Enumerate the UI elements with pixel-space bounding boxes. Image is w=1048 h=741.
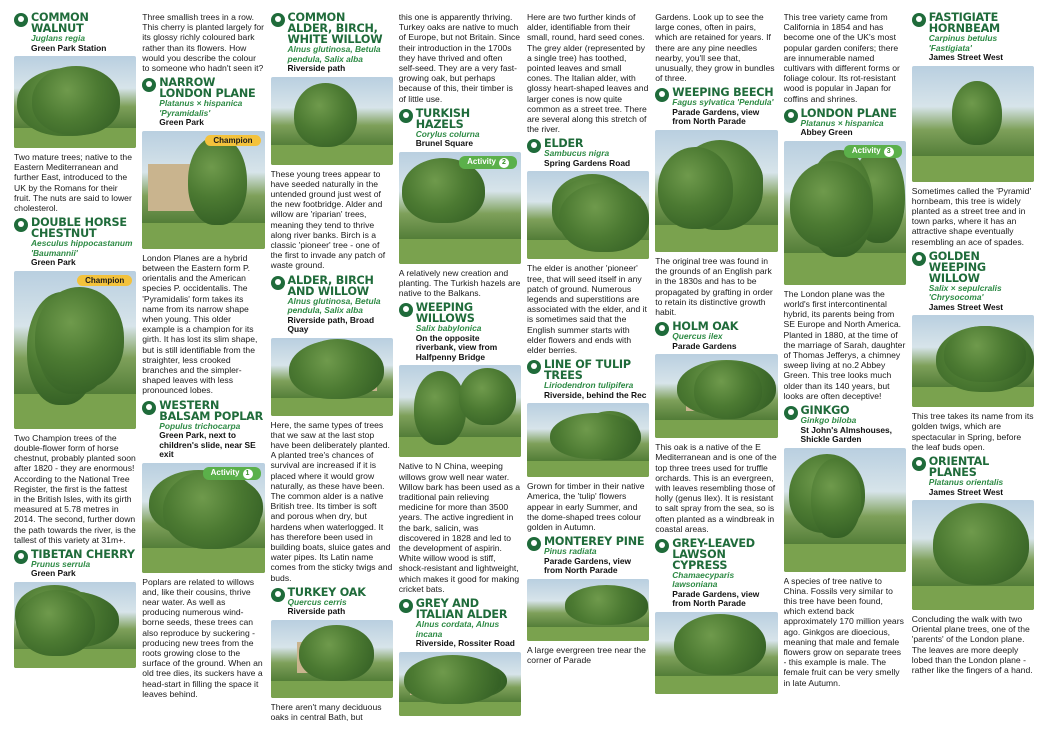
map-pin-icon bbox=[399, 109, 413, 123]
latin-name: Juglans regia bbox=[31, 33, 85, 43]
map-pin-icon bbox=[399, 599, 413, 613]
description-text: Here, the same types of trees that we saw at the last stop have been deliberately planted. A planted tree's chances of survival are increased if it is placed where it would grow naturally, as these have been. The common alder is a native British tree. Its timber is soft and porous when dry, but hardens when waterlogged. It has therefore been used in building boats, sluice gates and water pipes. Its Latin name comes from the sticky twigs and buds. bbox=[270, 419, 393, 583]
location: Riverside, Rossiter Road bbox=[415, 638, 515, 649]
entry-title-block bbox=[801, 108, 897, 138]
description-text: Grown for timber in their native America, the 'tulip' flowers appear in early Summer, and the dome-shaped trees colour golden in Autumn. bbox=[527, 481, 645, 533]
latin-name: Carpinus betulus 'Fastigiata' bbox=[928, 33, 998, 53]
grass bbox=[655, 676, 777, 694]
tree-entry bbox=[399, 598, 521, 716]
map-pin-icon bbox=[142, 401, 156, 415]
grass bbox=[784, 544, 906, 571]
tree-entry bbox=[655, 538, 777, 694]
tree-name: WEEPING BEECH bbox=[672, 86, 774, 100]
tree-name: ORIENTAL PLANES bbox=[928, 455, 989, 480]
map-pin-icon bbox=[784, 109, 798, 123]
location: Parade Gardens, view from North Parade bbox=[672, 106, 760, 127]
entry-header bbox=[399, 598, 521, 649]
tree-entry bbox=[527, 359, 649, 477]
description-text: This tree variety came from California in 1854 and has become one of the UK's most popular garden conifers; there are innumerable named cultivars with different forms or foliage colour. Its rot-resistant wood is popular in Japan for coffins and shrines. bbox=[783, 12, 900, 104]
grass bbox=[399, 239, 521, 264]
latin-name: Aesculus hippocastanum 'Baumannii' bbox=[31, 238, 133, 258]
description-text: Concluding the walk with two Oriental plane trees, one of the 'parents' of the London plane. The leaves are more deeply lobed than the London plane - rather like the fingers of a hand. bbox=[911, 614, 1033, 676]
tree-name: COMMON ALDER, BIRCH, WHITE WILLOW bbox=[287, 12, 383, 46]
tree-photo bbox=[655, 130, 777, 252]
column-8 bbox=[912, 12, 1040, 737]
entry-header bbox=[527, 536, 649, 576]
map-pin-icon bbox=[912, 457, 926, 471]
tree-canopy bbox=[404, 655, 502, 704]
column-3 bbox=[271, 12, 399, 737]
entry-header bbox=[784, 108, 906, 138]
tree-entry bbox=[14, 217, 136, 429]
tree-photo bbox=[14, 56, 136, 148]
tree-photo bbox=[14, 271, 136, 429]
entry-header bbox=[399, 302, 521, 362]
tree-entry bbox=[912, 12, 1034, 182]
tree-entry bbox=[912, 456, 1034, 610]
entry-header bbox=[527, 138, 649, 168]
entry-title-block bbox=[416, 108, 521, 149]
description-text: Three smallish trees in a row. This cherry is planted largely for its glossy richly coloured bark rather than its flowers. How would you describe the colour to someone who hadn't seen it? bbox=[142, 12, 265, 74]
latin-name: Prunus serrula bbox=[31, 558, 91, 569]
entry-header bbox=[271, 275, 393, 335]
latin-name: Alnus glutinosa, Betula pendula, Salix alba bbox=[287, 295, 381, 316]
description-text: There aren't many deciduous oaks in central Bath, but bbox=[270, 701, 382, 722]
entry-header bbox=[527, 359, 649, 400]
latin-name: Salix babylonica bbox=[415, 323, 482, 334]
tree-canopy bbox=[559, 183, 649, 252]
description-text: Sometimes called the 'Pyramid' hornbeam, this tree is widely planted as a street tree and in town parks, where it has an attractive shape eventually resembling an ace of spades. bbox=[911, 185, 1032, 247]
description-text: A large evergreen tree near the corner of Parade bbox=[527, 644, 646, 665]
grass bbox=[912, 586, 1034, 610]
activity-number: 2 bbox=[499, 158, 509, 168]
entry-header bbox=[912, 12, 1034, 63]
entry-header bbox=[142, 77, 264, 128]
tree-canopy bbox=[790, 161, 874, 248]
tree-photo bbox=[527, 171, 649, 259]
entry-header bbox=[912, 251, 1034, 313]
tree-name: FASTIGIATE HORNBEAM bbox=[928, 12, 1000, 35]
tree-canopy bbox=[952, 81, 1001, 145]
entry-title-block bbox=[801, 405, 906, 445]
activity-badge bbox=[203, 467, 261, 480]
grass bbox=[527, 627, 649, 641]
tree-name: ALDER, BIRCH AND WILLOW bbox=[287, 273, 374, 298]
tree-canopy bbox=[459, 368, 517, 425]
tree-canopy bbox=[294, 83, 357, 147]
tree-photo bbox=[527, 579, 649, 641]
activity-number: 3 bbox=[884, 147, 894, 157]
tree-entry bbox=[527, 138, 649, 259]
map-pin-icon bbox=[14, 13, 28, 27]
entry-header bbox=[655, 538, 777, 609]
grass bbox=[271, 398, 393, 415]
map-pin-icon bbox=[14, 218, 28, 232]
latin-name: Populus trichocarpa bbox=[159, 420, 241, 431]
description-text: Poplars are related to willows and, like their cousins, thrive near water. As well as producing numerous wind-borne seeds, these trees can also reproduce by suckering - producing new trees from the roots growing close to the surface of the ground. When an old tree dies, its suckers have a head-start in filling the space it leaves behind. bbox=[142, 576, 263, 699]
entry-header bbox=[655, 321, 777, 351]
map-pin-icon bbox=[271, 13, 285, 27]
location: James Street West bbox=[928, 486, 1004, 497]
latin-name: Corylus colurna bbox=[415, 128, 480, 139]
map-pin-icon bbox=[527, 537, 541, 551]
column-1 bbox=[14, 12, 142, 737]
tree-canopy bbox=[414, 371, 466, 444]
description-text: The elder is another 'pioneer' tree, that will seed itself in any patch of ground. Numerous legends and superstitions are associated with the elder, and it is sometimes said that the English summer starts with elder flowers and ends with elder berries. bbox=[527, 263, 647, 356]
entry-header bbox=[399, 108, 521, 149]
column-5 bbox=[527, 12, 655, 737]
tree-entry bbox=[271, 587, 393, 698]
entry-header bbox=[271, 12, 393, 74]
description-text: This oak is a native of the E Mediterranean and is one of the top three trees used for truffle orchards. This is an evergreen, with leaves resembling those of holly (genus Ilex). It is resistant to salt spray from the sea, so is often planted as a windbreak in coastal areas. bbox=[655, 442, 777, 534]
latin-name: Ginkgo biloba bbox=[800, 415, 857, 426]
entry-header bbox=[912, 456, 1034, 497]
tree-entry bbox=[14, 549, 136, 668]
description-text: this one is apparently thriving. Turkey oaks are native to much of Europe, but not Britain. Since their introduction in the 1700s they have thrived and often self-seed. They are a very fast-growing oak, but perhaps because of this, their timber is of little use. bbox=[398, 12, 521, 104]
location: Green Park bbox=[159, 117, 204, 128]
latin-name: Platanus × hispanica bbox=[800, 117, 884, 128]
entry-title-block bbox=[288, 587, 366, 617]
location: James Street West bbox=[928, 52, 1004, 62]
location: Brunel Square bbox=[415, 138, 473, 149]
entry-title-block bbox=[929, 456, 1034, 497]
description-text: Gardens. Look up to see the large cones, often in pairs, which are retained for years. If there are any pine needles nearby, you'll see that, unusually, they grow in bundles of three. bbox=[655, 12, 775, 84]
latin-name: Chamaecyparis lawsoniana bbox=[672, 569, 735, 590]
description-text: Native to N China, weeping willows grow well near water. Willow bark has been used as a traditional pain relieving medicine for more than 3500 years. The active ingredient in the bark, salicin, was discovered in 1828 and led to the development of aspirin. White willow wood is stiff, shock-resistant and lightweight, which makes it good for making cricket bats. bbox=[398, 461, 521, 594]
location: On the opposite riverbank, view from Halfpenny Bridge bbox=[415, 332, 498, 362]
champion-badge bbox=[77, 275, 132, 286]
latin-name: Sambucus nigra bbox=[544, 148, 610, 159]
tree-name: GOLDEN WEEPING WILLOW bbox=[928, 249, 986, 285]
tree-canopy bbox=[565, 585, 649, 624]
tree-name: LINE OF TULIP TREES bbox=[544, 358, 631, 383]
tree-entry bbox=[142, 77, 264, 249]
latin-name: Liriodendron tulipifera bbox=[544, 380, 634, 391]
column-4 bbox=[399, 12, 527, 737]
tree-photo bbox=[271, 77, 393, 165]
description-text: This tree takes its name from its golden twigs, which are spectacular in Spring, before the leaf buds open. bbox=[911, 411, 1034, 452]
badge-label: Champion bbox=[213, 135, 253, 145]
tree-entry bbox=[399, 302, 521, 457]
tree-name: GINKGO bbox=[800, 404, 850, 418]
description-text: A species of tree native to China. Fossils very similar to this tree have been found, which extend back approximately 170 million years ago. Ginkgos are dioecious, meaning that male and female flowers grow on separate trees - this example is male. The female fruit can be very smelly in late Autumn. bbox=[783, 575, 904, 688]
column-6 bbox=[655, 12, 783, 737]
entry-title-block bbox=[416, 302, 521, 362]
map-pin-icon bbox=[527, 360, 541, 374]
tree-name: HOLM OAK bbox=[672, 320, 739, 334]
latin-name: Platanus orientalis bbox=[928, 477, 1004, 488]
location: St John's Almshouses, Shickle Garden bbox=[800, 424, 892, 445]
tree-entry bbox=[399, 108, 521, 264]
location: Spring Gardens Road bbox=[544, 157, 631, 168]
entry-title-block bbox=[288, 275, 393, 335]
grass bbox=[142, 223, 264, 249]
entry-title-block bbox=[672, 321, 738, 351]
grass bbox=[527, 461, 649, 477]
tree-entry bbox=[14, 12, 136, 148]
entry-header bbox=[784, 405, 906, 445]
grass bbox=[399, 437, 521, 457]
tree-photo bbox=[527, 403, 649, 477]
entry-title-block bbox=[159, 400, 264, 460]
grass bbox=[912, 156, 1034, 182]
latin-name: Fagus sylvatica 'Pendula' bbox=[672, 97, 774, 108]
champion-badge bbox=[205, 135, 260, 146]
latin-name: Quercus cerris bbox=[287, 596, 347, 607]
tree-entry bbox=[655, 87, 777, 252]
tree-photo bbox=[655, 354, 777, 438]
entry-header bbox=[14, 12, 136, 53]
map-pin-icon bbox=[912, 13, 926, 27]
entry-title-block bbox=[544, 138, 630, 168]
activity-badge bbox=[459, 156, 517, 169]
badge-label: Activity bbox=[467, 156, 496, 166]
description-text: Two Champion trees of the double-flower form of horse chestnut, probably planted soon after 1820 - they are enormous! According to the National Tree Register, the first is the fattest in the British Isles, with its girth measured at 5.78 metres in 2014. The second, further down the path towards the river, is the tallest of this variety at 31m+. bbox=[14, 432, 136, 545]
tree-canopy bbox=[163, 467, 261, 549]
location: Green Park bbox=[31, 257, 76, 268]
entry-header bbox=[142, 400, 264, 460]
description-text: Here are two further kinds of alder, identifiable from their small, round, hard seed cones. The grey alder (represented by a single tree) has toothed, pointed leaves and small cones. The Italian alder, with glossy heart-shaped leaves and larger cones is now quite common as a street tree. There are several along this stretch of the river. bbox=[527, 12, 649, 135]
latin-name: Quercus ilex bbox=[672, 331, 723, 342]
grass bbox=[784, 253, 906, 285]
tree-name: COMMON WALNUT bbox=[31, 12, 89, 35]
tree-name: DOUBLE HORSE CHESTNUT bbox=[31, 216, 127, 241]
tree-entry bbox=[784, 108, 906, 285]
map-pin-icon bbox=[655, 539, 669, 553]
tree-photo bbox=[912, 315, 1034, 407]
tree-canopy bbox=[188, 136, 246, 225]
map-pin-icon bbox=[399, 303, 413, 317]
tree-canopy bbox=[944, 326, 1026, 382]
entry-title-block bbox=[31, 217, 136, 268]
entry-title-block bbox=[288, 12, 393, 74]
tree-name: TIBETAN CHERRY bbox=[31, 547, 135, 561]
tree-canopy bbox=[933, 503, 1030, 585]
description-text: These young trees appear to have seeded naturally in the untended ground just west of the new footbridge. Alder and willow are 'riparian' trees, meaning they tend to thrive along river banks. Birch is a classic 'pioneer' tree - one of the first to invade any patch of waste ground. bbox=[270, 168, 386, 271]
tree-photo bbox=[142, 463, 264, 573]
entry-title-block bbox=[416, 598, 521, 649]
tree-photo bbox=[784, 141, 906, 285]
tree-entry bbox=[655, 321, 777, 438]
tree-name: GREY-LEAVED LAWSON CYPRESS bbox=[672, 536, 755, 572]
tree-photo bbox=[912, 66, 1034, 182]
tree-canopy bbox=[289, 340, 384, 399]
tree-name: WESTERN BALSAM POPLAR bbox=[159, 398, 264, 423]
description-text: London Planes are a hybrid between the Eastern form P. orientalis and the American species P. occidentalis. The 'Pyramidalis' form takes its name from its narrow shape when young. This older example is a champion for its girth. It has lost its slim shape, but is still identifiable from the straighter, less crooked branches and the simpler-shaped leaves with less pronounced lobes. bbox=[142, 252, 258, 396]
location: Riverside path bbox=[287, 63, 346, 73]
badge-label: Activity bbox=[210, 467, 240, 477]
location: Abbey Green bbox=[800, 127, 853, 138]
tree-photo bbox=[14, 582, 136, 668]
badge-label: Activity bbox=[851, 145, 881, 155]
tree-photo bbox=[142, 131, 264, 249]
entry-header bbox=[14, 549, 136, 579]
grass bbox=[142, 548, 264, 572]
entry-title-block bbox=[672, 87, 777, 127]
tree-entry bbox=[784, 405, 906, 572]
map-pin-icon bbox=[527, 139, 541, 153]
entry-title-block bbox=[929, 12, 1034, 63]
map-pin-icon bbox=[271, 276, 285, 290]
tree-photo bbox=[399, 365, 521, 457]
description-text: A relatively new creation and planting. The Turkish hazels are native to the Balkans. bbox=[398, 267, 521, 299]
tree-name: ELDER bbox=[544, 137, 584, 151]
location: Green Park, next to children's slide, near SE exit bbox=[159, 430, 256, 460]
tree-name: MONTEREY PINE bbox=[544, 535, 645, 549]
activity-number: 1 bbox=[243, 469, 253, 479]
location: Green Park bbox=[31, 568, 76, 579]
tree-canopy bbox=[658, 147, 733, 229]
map-pin-icon bbox=[142, 78, 156, 92]
tree-name: TURKISH HAZELS bbox=[415, 106, 470, 131]
map-pin-icon bbox=[784, 406, 798, 420]
location: Riverside path bbox=[287, 606, 346, 617]
latin-name: Alnus cordata, Alnus incana bbox=[415, 619, 500, 639]
entry-title-block bbox=[672, 538, 777, 609]
description-text: The London plane was the world's first intercontinental hybrid, its parents being from SE Europe and North America. Planted in 1880, at the time of the marriage of Sarah, daughter of Thomas Jefferys, a chimney sweep living at no.2 Abbey Green. This tree looks much older than its 140 years, but looks are often deceptive! bbox=[783, 288, 906, 401]
map-pin-icon bbox=[271, 588, 285, 602]
location: Parade Gardens, view from North Parade bbox=[672, 588, 760, 609]
latin-name: Alnus glutinosa, Betula pendula, Salix alba bbox=[287, 44, 381, 64]
latin-name: Salix × sepulcralis 'Chrysocoma' bbox=[928, 282, 1002, 303]
location: Riverside, behind the Rec bbox=[544, 389, 647, 400]
tree-entry bbox=[912, 251, 1034, 408]
entry-title-block bbox=[159, 77, 264, 128]
tree-entry bbox=[271, 12, 393, 165]
map-pin-icon bbox=[655, 322, 669, 336]
tree-canopy bbox=[299, 625, 374, 680]
tree-photo bbox=[655, 612, 777, 694]
tree-name: NARROW LONDON PLANE bbox=[159, 76, 256, 101]
map-pin-icon bbox=[14, 550, 28, 564]
tree-name: TURKEY OAK bbox=[287, 585, 366, 599]
grass bbox=[655, 420, 777, 438]
tree-canopy bbox=[35, 287, 123, 388]
tree-photo bbox=[399, 152, 521, 264]
grass bbox=[271, 681, 393, 698]
tree-name: LONDON PLANE bbox=[800, 106, 897, 120]
location: Riverside path, Broad Quay bbox=[287, 314, 375, 335]
entry-title-block bbox=[929, 251, 1034, 313]
entry-header bbox=[14, 217, 136, 268]
entry-header bbox=[655, 87, 777, 127]
tree-canopy bbox=[811, 458, 861, 538]
map-pin-icon bbox=[912, 252, 926, 266]
entry-title-block bbox=[544, 536, 649, 576]
entry-title-block bbox=[31, 549, 135, 579]
location: Parade Gardens, view from North Parade bbox=[544, 555, 632, 576]
location: Parade Gardens bbox=[672, 340, 737, 351]
tree-photo bbox=[399, 652, 521, 716]
location: Green Park Station bbox=[31, 42, 107, 53]
description-text: Two mature trees; native to the Eastern Mediterranean and further East, introduced to the UK by the Romans for their fruit. The nuts are said to lower cholesterol. bbox=[14, 152, 132, 214]
tree-photo bbox=[271, 338, 393, 416]
tree-canopy bbox=[550, 413, 642, 459]
entry-header bbox=[271, 587, 393, 617]
entry-title-block bbox=[544, 359, 649, 400]
column-2 bbox=[142, 12, 270, 737]
badge-label: Champion bbox=[85, 275, 125, 285]
tree-entry bbox=[142, 400, 264, 573]
tree-canopy bbox=[18, 590, 95, 656]
latin-name: Platanus × hispanica 'Pyramidalis' bbox=[159, 98, 243, 118]
entry-title-block bbox=[31, 12, 136, 53]
tree-photo bbox=[271, 620, 393, 698]
tree-name: WEEPING WILLOWS bbox=[415, 301, 475, 326]
activity-badge bbox=[844, 145, 902, 158]
location: James Street West bbox=[928, 301, 1004, 312]
column-7 bbox=[784, 12, 912, 737]
tree-canopy bbox=[32, 66, 120, 134]
tree-entry bbox=[271, 275, 393, 416]
tree-canopy bbox=[674, 614, 766, 676]
grass bbox=[271, 145, 393, 164]
map-pin-icon bbox=[655, 88, 669, 102]
description-text: The original tree was found in the grounds of an English park in the 1830s and has to be propagated by grafting in order to retain its distinctive growth habit. bbox=[655, 255, 773, 317]
tree-photo bbox=[784, 448, 906, 572]
tree-canopy bbox=[694, 361, 762, 419]
latin-name: Pinus radiata bbox=[544, 546, 597, 557]
tree-photo bbox=[912, 500, 1034, 610]
tree-name: GREY AND ITALIAN ALDER bbox=[415, 597, 508, 622]
tree-entry bbox=[527, 536, 649, 641]
